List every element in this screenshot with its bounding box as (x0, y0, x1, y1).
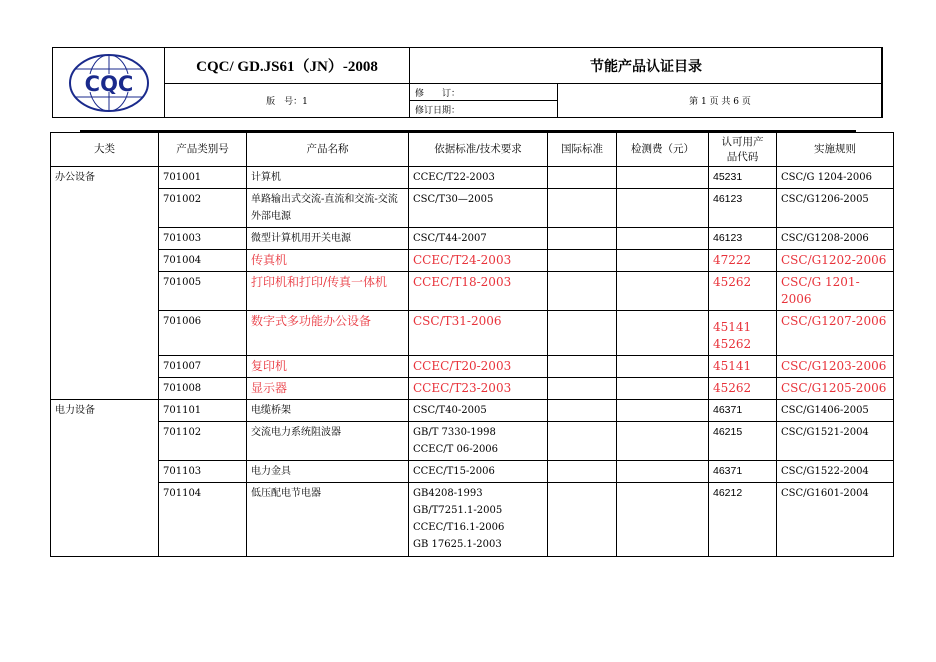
product-code-cell: 45262 (709, 272, 777, 311)
product-id-cell: 701008 (159, 378, 247, 400)
col-standard: 依据标准/技术要求 (409, 133, 548, 167)
intl-standard-cell (548, 167, 617, 189)
test-fee-cell (617, 400, 709, 422)
cqc-globe-logo-icon (68, 53, 150, 113)
table-row (51, 461, 894, 483)
rule-cell: CSC/G1208-2006 (777, 228, 894, 250)
test-fee-cell (617, 228, 709, 250)
test-fee-cell (617, 311, 709, 356)
version: 版 号：1 (164, 83, 410, 118)
product-name-cell: 交流电力系统阻波器 (247, 422, 409, 461)
product-code-cell: 47222 (709, 250, 777, 272)
test-fee-cell (617, 356, 709, 378)
product-code-cell: 45141 45262 (709, 311, 777, 356)
standard-cell: CCEC/T22-2003 (409, 167, 548, 189)
rule-cell: CSC/G1202-2006 (777, 250, 894, 272)
product-id-cell: 701003 (159, 228, 247, 250)
intl-standard-cell (548, 400, 617, 422)
product-id-cell: 701007 (159, 356, 247, 378)
product-id-cell: 701005 (159, 272, 247, 311)
intl-standard-cell (548, 356, 617, 378)
intl-standard-cell (548, 228, 617, 250)
intl-standard-cell (548, 311, 617, 356)
table-row (51, 167, 894, 189)
product-name-cell: 复印机 (247, 356, 409, 378)
product-name-cell: 电缆桥架 (247, 400, 409, 422)
product-code-cell: 46371 (709, 461, 777, 483)
table-row (51, 189, 894, 228)
product-name-cell: 显示器 (247, 378, 409, 400)
revision-date: 修订日期： (409, 100, 558, 118)
standard-cell: CCEC/T20-2003 (409, 356, 548, 378)
revision: 修 订： (409, 83, 558, 101)
standard-cell: CCEC/T15-2006 (409, 461, 548, 483)
product-id-cell: 701103 (159, 461, 247, 483)
product-name-cell: 计算机 (247, 167, 409, 189)
product-id-cell: 701004 (159, 250, 247, 272)
product-code-cell: 45141 (709, 356, 777, 378)
category-cell: 电力设备 (51, 400, 159, 557)
test-fee-cell (617, 189, 709, 228)
table-row (51, 422, 894, 461)
table-row (51, 250, 894, 272)
rule-cell: CSC/G1206-2005 (777, 189, 894, 228)
rule-cell: CSC/G1601-2004 (777, 483, 894, 557)
product-name-cell: 打印机和打印/传真一体机 (247, 272, 409, 311)
product-name-cell: 电力金具 (247, 461, 409, 483)
intl-standard-cell (548, 461, 617, 483)
col-category: 大类 (51, 133, 159, 167)
standard-cell: CSC/T44-2007 (409, 228, 548, 250)
col-intl-standard: 国际标准 (548, 133, 617, 167)
product-name-cell: 微型计算机用开关电源 (247, 228, 409, 250)
product-name-cell: 数字式多功能办公设备 (247, 311, 409, 356)
col-test-fee: 检测费（元） (617, 133, 709, 167)
test-fee-cell (617, 378, 709, 400)
product-id-cell: 701104 (159, 483, 247, 557)
test-fee-cell (617, 272, 709, 311)
test-fee-cell (617, 422, 709, 461)
svg-text:CQC: CQC (84, 71, 133, 96)
product-code-cell: 46123 (709, 189, 777, 228)
page-indicator: 第 1 页 共 6 页 (557, 83, 883, 118)
rule-cell: CSC/G 1204-2006 (777, 167, 894, 189)
product-name-cell: 传真机 (247, 250, 409, 272)
intl-standard-cell (548, 272, 617, 311)
product-id-cell: 701001 (159, 167, 247, 189)
standard-cell: CSC/T40-2005 (409, 400, 548, 422)
intl-standard-cell (548, 483, 617, 557)
standard-cell: GB4208-1993 GB/T7251.1-2005 CCEC/T16.1-2006 GB 17625.1-2003 (409, 483, 548, 557)
product-id-cell: 701006 (159, 311, 247, 356)
rule-cell: CSC/G1207-2006 (777, 311, 894, 356)
table-row (51, 483, 894, 557)
standard-cell: GB/T 7330-1998 CCEC/T 06-2006 (409, 422, 548, 461)
product-id-cell: 701002 (159, 189, 247, 228)
test-fee-cell (617, 250, 709, 272)
standard-cell: CSC/T30—2005 (409, 189, 548, 228)
rule-cell: CSC/G 1201-2006 (777, 272, 894, 311)
col-rule: 实施规则 (777, 133, 894, 167)
table-row (51, 356, 894, 378)
test-fee-cell (617, 167, 709, 189)
doc-title: 节能产品认证目录 (409, 47, 883, 84)
table-row (51, 400, 894, 422)
col-product-id: 产品类别号 (159, 133, 247, 167)
test-fee-cell (617, 483, 709, 557)
product-code-cell: 46212 (709, 483, 777, 557)
product-name-cell: 低压配电节电器 (247, 483, 409, 557)
standard-cell: CCEC/T18-2003 (409, 272, 548, 311)
standard-cell: CCEC/T23-2003 (409, 378, 548, 400)
rule-cell: CSC/G1205-2006 (777, 378, 894, 400)
test-fee-cell (617, 461, 709, 483)
intl-standard-cell (548, 189, 617, 228)
table-row (51, 272, 894, 311)
product-catalog-table (50, 132, 894, 557)
table-row (51, 311, 894, 356)
standard-cell: CSC/T31-2006 (409, 311, 548, 356)
intl-standard-cell (548, 422, 617, 461)
product-code-cell: 46123 (709, 228, 777, 250)
product-code-cell: 46371 (709, 400, 777, 422)
cqc-logo (52, 47, 165, 118)
col-product-name: 产品名称 (247, 133, 409, 167)
rule-cell: CSC/G1406-2005 (777, 400, 894, 422)
standard-cell: CCEC/T24-2003 (409, 250, 548, 272)
rule-cell: CSC/G1522-2004 (777, 461, 894, 483)
table-header-row (51, 133, 894, 167)
category-cell: 办公设备 (51, 167, 159, 400)
document-header (52, 47, 882, 118)
rule-cell: CSC/G1521-2004 (777, 422, 894, 461)
product-code-cell: 46215 (709, 422, 777, 461)
product-id-cell: 701102 (159, 422, 247, 461)
table-row (51, 228, 894, 250)
product-code-cell: 45262 (709, 378, 777, 400)
col-product-code: 认可用产 品代码 (709, 133, 777, 167)
intl-standard-cell (548, 378, 617, 400)
doc-code: CQC/ GD.JS61（JN）-2008 (164, 47, 410, 84)
product-name-cell: 单路输出式交流-直流和交流-交流外部电源 (247, 189, 409, 228)
table-row (51, 378, 894, 400)
product-code-cell: 45231 (709, 167, 777, 189)
rule-cell: CSC/G1203-2006 (777, 356, 894, 378)
product-id-cell: 701101 (159, 400, 247, 422)
intl-standard-cell (548, 250, 617, 272)
